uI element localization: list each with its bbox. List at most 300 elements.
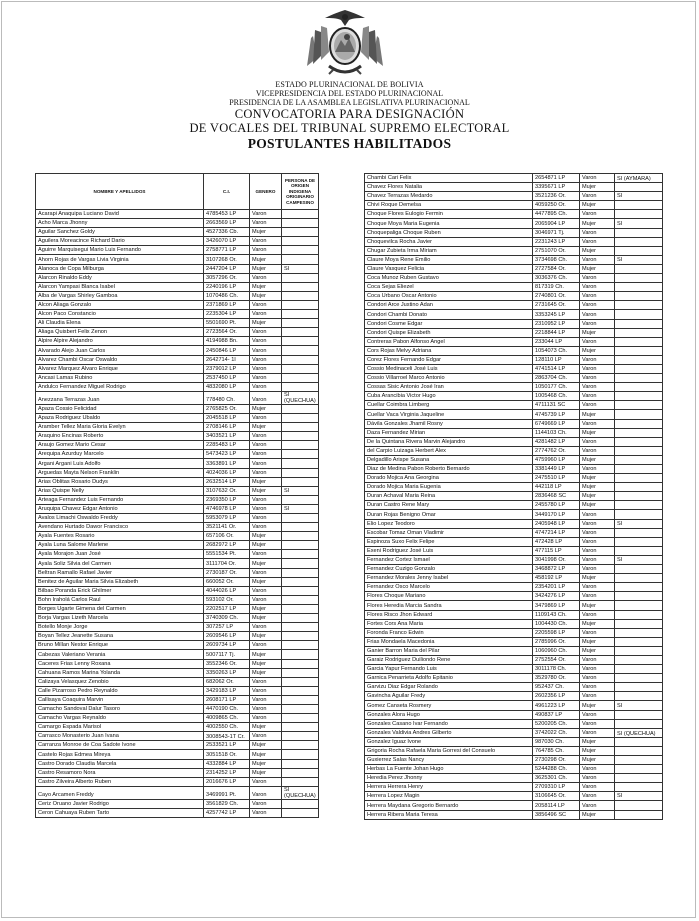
applicant-indigenous-origin: SI (QUECHUA) [615, 728, 663, 737]
table-row [365, 537, 663, 546]
applicant-ci: 952437 Ch. [533, 683, 580, 692]
applicant-gender: Varon [250, 450, 282, 459]
applicant-ci: 3008543-1T Cr. [204, 732, 250, 741]
applicant-name: Fernandez Cuzigo Gonzalo [365, 565, 533, 574]
applicant-name: Espinoza Suxo Felix Felipe [365, 537, 533, 546]
applicant-ci: 1144103 Ch. [533, 428, 580, 437]
applicant-ci: 3403521 LP [204, 432, 250, 441]
applicant-gender: Mujer [250, 486, 282, 495]
applicant-gender: Varon [580, 665, 615, 674]
applicant-name: Beltran Ramallo Rafael Javier [36, 568, 204, 577]
applicant-ci: 2450846 LP [204, 346, 250, 355]
applicant-name: Bohn Iraholá Carlos Raul [36, 595, 204, 604]
applicant-name: Araquino Encinas Roberto [36, 432, 204, 441]
table-row [365, 328, 663, 337]
table-row [365, 228, 663, 237]
applicant-ci: 2663569 LP [204, 219, 250, 228]
applicant-indigenous-origin [282, 514, 319, 523]
table-row [365, 737, 663, 746]
applicant-ci: 3046971 Tj. [533, 228, 580, 237]
applicant-name: Avalos Limachi Oswaldo Freddy [36, 514, 204, 523]
applicant-ci: 458192 LP [533, 574, 580, 583]
applicant-indigenous-origin [282, 659, 319, 668]
applicant-indigenous-origin [282, 282, 319, 291]
applicant-indigenous-origin [615, 592, 663, 601]
applicant-name: Ceron Cahuaya Ruben Tarto [36, 808, 204, 817]
applicant-gender: Varon [250, 786, 282, 799]
applicant-name: Gonzales Valdivia Andres Gilberto [365, 728, 533, 737]
applicant-ci: 660052 Or. [204, 577, 250, 586]
applicant-gender: Varon [580, 783, 615, 792]
applicant-gender: Mujer [250, 768, 282, 777]
applicant-ci: 593102 Or. [204, 595, 250, 604]
applicant-ci: 2609734 LP [204, 641, 250, 650]
table-row [365, 619, 663, 628]
table-row [365, 701, 663, 710]
table-row [365, 455, 663, 464]
applicant-indigenous-origin [615, 528, 663, 537]
column-header-ci: C.I. [204, 174, 250, 210]
applicant-gender: Varon [580, 765, 615, 774]
applicant-ci: 4332884 LP [204, 759, 250, 768]
applicant-indigenous-origin [282, 300, 319, 309]
applicant-gender: Mujer [250, 255, 282, 264]
applicant-gender: Varon [250, 777, 282, 786]
applicant-indigenous-origin [615, 537, 663, 546]
applicant-ci: 490837 LP [533, 710, 580, 719]
applicant-indigenous-origin [615, 310, 663, 319]
applicant-indigenous-origin [615, 228, 663, 237]
table-row [365, 401, 663, 410]
applicant-ci: 2642714- 1I [204, 355, 250, 364]
table-row [36, 532, 319, 541]
applicant-gender: Varon [250, 364, 282, 373]
applicant-gender: Varon [580, 792, 615, 801]
applicant-gender: Varon [580, 174, 615, 183]
applicant-ci: 4746978 LP [204, 504, 250, 513]
applicant-indigenous-origin [282, 450, 319, 459]
applicant-ci: 2836468 SC [533, 492, 580, 501]
applicant-indigenous-origin [282, 704, 319, 713]
applicant-gender: Varon [250, 246, 282, 255]
applicant-gender: Varon [580, 728, 615, 737]
applicant-ci: 5953079 LP [204, 514, 250, 523]
table-row [36, 441, 319, 450]
table-row [365, 610, 663, 619]
applicant-ci: 2202517 LP [204, 604, 250, 613]
table-row [365, 346, 663, 355]
table-row [365, 583, 663, 592]
table-row [36, 586, 319, 595]
applicant-gender: Varon [580, 310, 615, 319]
applicant-gender: Varon [250, 586, 282, 595]
applicant-indigenous-origin [282, 523, 319, 532]
applicant-gender: Mujer [250, 423, 282, 432]
table-row [36, 391, 319, 404]
table-row [36, 686, 319, 695]
applicant-ci: 2785996 Or. [533, 637, 580, 646]
applicant-indigenous-origin [615, 428, 663, 437]
applicant-indigenous-origin [615, 246, 663, 255]
applicant-ci: 2371869 LP [204, 300, 250, 309]
applicant-gender: Mujer [250, 614, 282, 623]
applicant-gender: Varon [250, 328, 282, 337]
table-row [36, 355, 319, 364]
applicant-indigenous-origin [615, 737, 663, 746]
applicant-ci: 4527336 Cb. [204, 228, 250, 237]
applicant-name: Calle Pizarroso Pedro Reynaldo [36, 686, 204, 695]
applicant-ci: 4002550 Ch. [204, 723, 250, 732]
applicant-indigenous-origin [282, 328, 319, 337]
applicant-name: Dávila Gonzales Jhamil Rosny [365, 419, 533, 428]
applicant-ci: 2740801 Or. [533, 292, 580, 301]
table-row [365, 192, 663, 201]
applicant-gender: Varon [580, 383, 615, 392]
applicant-name: Arguedas Mayta Nelson Franklin [36, 468, 204, 477]
applicant-name: Exeni Rodriguez José Luis [365, 546, 533, 555]
applicant-gender: Mujer [250, 282, 282, 291]
applicant-name: Alvarado Alejo Juan Carlos [36, 346, 204, 355]
applicant-gender: Varon [580, 537, 615, 546]
applicant-ci: 3011178 Ch. [533, 665, 580, 674]
applicant-indigenous-origin: SI [615, 219, 663, 228]
applicant-ci: 2682972 LP [204, 541, 250, 550]
table-row [36, 486, 319, 495]
applicant-gender: Varon [250, 441, 282, 450]
applicant-ci: 1109143 Ch. [533, 610, 580, 619]
table-row [365, 510, 663, 519]
applicant-indigenous-origin [615, 283, 663, 292]
applicant-gender: Varon [250, 273, 282, 282]
applicant-name: Arteaga Fernandez Luis Fernando [36, 495, 204, 504]
applicant-ci: 2369350 LP [204, 495, 250, 504]
applicant-name: Cossas Sisic Antonio José Iran [365, 383, 533, 392]
applicant-name: Delgadillo Arispe Susana [365, 455, 533, 464]
applicant-indigenous-origin [282, 228, 319, 237]
applicant-gender: Varon [580, 319, 615, 328]
applicant-gender: Varon [250, 310, 282, 319]
applicants-table-left-body [36, 210, 319, 818]
applicant-indigenous-origin [615, 683, 663, 692]
applicant-ci: 2609546 LP [204, 632, 250, 641]
applicant-gender: Mujer [250, 228, 282, 237]
table-row [36, 423, 319, 432]
applicant-gender: Mujer [580, 410, 615, 419]
applicant-gender: Varon [580, 355, 615, 364]
applicants-table-left [35, 173, 319, 818]
applicant-name: Camacho Vargas Reynaldo [36, 714, 204, 723]
applicant-ci: 2405948 LP [533, 519, 580, 528]
applicant-gender: Mujer [250, 319, 282, 328]
table-row [365, 592, 663, 601]
applicant-ci: 4741514 LP [533, 364, 580, 373]
applicant-name: Arias Oblitas Rosario Dudys [36, 477, 204, 486]
applicant-indigenous-origin [615, 346, 663, 355]
applicant-indigenous-origin [615, 710, 663, 719]
applicant-name: Dorado Mojica Maria Eugenia [365, 483, 533, 492]
applicant-indigenous-origin [615, 264, 663, 273]
applicant-ci: 3734698 Ch. [533, 255, 580, 264]
applicant-gender: Mujer [250, 741, 282, 750]
applicant-gender: Mujer [250, 264, 282, 273]
table-row [36, 264, 319, 273]
applicant-name: Carrasco Monasterio Juan Ivana [36, 732, 204, 741]
applicant-gender: Varon [580, 801, 615, 810]
applicant-ci: 3041998 Or. [533, 555, 580, 564]
applicant-indigenous-origin [282, 723, 319, 732]
applicant-gender: Mujer [250, 577, 282, 586]
applicant-ci: 2537450 LP [204, 373, 250, 382]
applicant-name: Apaza Cossio Felicidad [36, 404, 204, 413]
applicant-gender: Mujer [250, 650, 282, 659]
table-row [365, 774, 663, 783]
applicant-indigenous-origin [615, 628, 663, 637]
applicant-name: Condori Arce Justino Adan [365, 301, 533, 310]
table-row [36, 246, 319, 255]
applicant-gender: Varon [250, 432, 282, 441]
applicant-ci: 657106 Or. [204, 532, 250, 541]
applicant-name: Garaiz Rodriguez Duiliondo Rene [365, 655, 533, 664]
applicant-indigenous-origin [615, 392, 663, 401]
applicant-indigenous-origin: SI (QUECHUA) [282, 786, 319, 799]
applicant-gender: Mujer [580, 601, 615, 610]
applicant-name: Flores Risco Jhon Edward [365, 610, 533, 619]
applicant-indigenous-origin [615, 474, 663, 483]
table-row [36, 328, 319, 337]
applicant-indigenous-origin [282, 623, 319, 632]
applicant-name: Contreras Pabon Alfonso Angel [365, 337, 533, 346]
table-row [36, 300, 319, 309]
applicant-indigenous-origin: SI (QUECHUA) [282, 391, 319, 404]
table-row [365, 501, 663, 510]
applicant-gender: Varon [580, 364, 615, 373]
applicant-name: Garvizu Diaz Edgar Rolando [365, 683, 533, 692]
applicant-ci: 4477895 Ch. [533, 210, 580, 219]
table-row [36, 477, 319, 486]
applicant-ci: 987030 Ch. [533, 737, 580, 746]
applicant-ci: 1050177 Ch. [533, 383, 580, 392]
table-row [365, 756, 663, 765]
applicant-name: Ahorn Rojas de Vargas Livia Virginia [36, 255, 204, 264]
applicant-ci: 778480 Ch. [204, 391, 250, 404]
applicant-indigenous-origin [282, 677, 319, 686]
applicant-gender: Mujer [580, 346, 615, 355]
applicant-ci: 2863704 Ch. [533, 374, 580, 383]
table-row [365, 274, 663, 283]
applicant-gender: Varon [250, 568, 282, 577]
applicant-gender: Varon [250, 808, 282, 817]
applicant-gender: Varon [250, 237, 282, 246]
applicant-indigenous-origin [282, 441, 319, 450]
applicant-name: Choque Moya Maria Eugenia [365, 219, 533, 228]
applicant-gender: Varon [250, 346, 282, 355]
applicant-gender: Varon [250, 677, 282, 686]
applicant-name: Aruquipa Chavez Edgar Antonio [36, 504, 204, 513]
applicant-ci: 1060960 Ch. [533, 646, 580, 655]
table-row [365, 183, 663, 192]
applicant-name: Cossio Villarroel Marco Antonio [365, 374, 533, 383]
applicant-gender: Varon [580, 719, 615, 728]
applicant-ci: 2218844 LP [533, 328, 580, 337]
applicant-gender: Varon [580, 401, 615, 410]
applicant-ci: 1054073 Ch. [533, 346, 580, 355]
table-row [36, 777, 319, 786]
applicant-indigenous-origin [282, 273, 319, 282]
applicant-gender: Varon [580, 292, 615, 301]
table-row [36, 650, 319, 659]
applicant-indigenous-origin [282, 799, 319, 808]
table-row [365, 364, 663, 373]
applicant-name: Fernandez Morales Jenny Isabel [365, 574, 533, 583]
applicant-ci: 3106645 Or. [533, 792, 580, 801]
table-row [365, 283, 663, 292]
applicant-gender: Varon [580, 683, 615, 692]
column-header-indigenous: PERSONA DE ORIGEN INDIGENA ORIGINARIO CAMPESINO [282, 174, 319, 210]
table-row [36, 559, 319, 568]
applicant-ci: 477115 LP [533, 546, 580, 555]
table-row [365, 746, 663, 755]
applicant-gender: Varon [580, 374, 615, 383]
applicant-ci: 3479869 LP [533, 601, 580, 610]
applicant-gender: Varon [580, 555, 615, 564]
table-row [365, 555, 663, 564]
header-state-name: ESTADO PLURINACIONAL DE BOLIVIA [275, 80, 424, 89]
applicant-gender: Varon [250, 623, 282, 632]
applicant-ci: 2231243 LP [533, 237, 580, 246]
table-row [36, 723, 319, 732]
applicant-indigenous-origin [282, 641, 319, 650]
applicant-ci: 4024036 LP [204, 468, 250, 477]
header-vicepresidency: VICEPRESIDENCIA DEL ESTADO PLURINACIONAL [255, 89, 444, 98]
applicants-table-right [364, 173, 663, 820]
applicant-indigenous-origin [615, 801, 663, 810]
table-row [365, 801, 663, 810]
applicant-ci: 4832080 LP [204, 382, 250, 391]
applicant-name: Flores Choque Mariano [365, 592, 533, 601]
applicant-gender: Mujer [580, 428, 615, 437]
applicant-gender: Mujer [580, 492, 615, 501]
applicant-gender: Varon [580, 655, 615, 664]
applicant-indigenous-origin [615, 583, 663, 592]
applicant-indigenous-origin [615, 383, 663, 392]
table-row [365, 392, 663, 401]
applicant-name: Alcon Paco Constancio [36, 310, 204, 319]
applicant-gender: Varon [580, 565, 615, 574]
applicant-indigenous-origin [282, 219, 319, 228]
applicant-ci: 4759960 LP [533, 455, 580, 464]
applicant-gender: Varon [580, 237, 615, 246]
applicant-gender: Varon [580, 774, 615, 783]
applicant-ci: 442118 LP [533, 483, 580, 492]
applicant-ci: 2730187 Or. [204, 568, 250, 577]
table-row [365, 410, 663, 419]
applicant-ci: 2774762 Or. [533, 446, 580, 455]
applicant-name: Duran Achaval Maria Reina [365, 492, 533, 501]
applicant-ci: 2235304 LP [204, 310, 250, 319]
table-row [365, 319, 663, 328]
applicant-name: Condori Chambi Donato [365, 310, 533, 319]
applicant-indigenous-origin [615, 783, 663, 792]
applicant-indigenous-origin [615, 274, 663, 283]
table-row [365, 483, 663, 492]
applicant-gender: Varon [250, 595, 282, 604]
applicant-name: Herrera Ribera Maria Teresa [365, 810, 533, 819]
applicant-indigenous-origin [615, 201, 663, 210]
applicant-name: Aguilera Moreacince Richard Dario [36, 237, 204, 246]
applicant-gender: Mujer [580, 637, 615, 646]
applicant-name: Calizaya Velasquez Zenobio [36, 677, 204, 686]
applicant-ci: 2016676 LP [204, 777, 250, 786]
table-row [36, 468, 319, 477]
applicant-indigenous-origin [282, 808, 319, 817]
table-row [36, 568, 319, 577]
applicant-gender: Varon [250, 300, 282, 309]
table-row [36, 514, 319, 523]
table-row [365, 292, 663, 301]
applicant-gender: Varon [250, 550, 282, 559]
table-row [36, 732, 319, 741]
applicant-indigenous-origin [615, 637, 663, 646]
applicant-indigenous-origin [282, 541, 319, 550]
applicant-indigenous-origin [615, 465, 663, 474]
applicant-ci: 2709310 LP [533, 783, 580, 792]
applicant-indigenous-origin [282, 210, 319, 219]
table-row [36, 604, 319, 613]
applicant-indigenous-origin [282, 741, 319, 750]
table-row [365, 174, 663, 183]
applicant-name: Coca Sejas Eliezel [365, 283, 533, 292]
applicant-name: Alvarez Chambi Oscar Oswaldo [36, 355, 204, 364]
table-row [365, 728, 663, 737]
applicant-gender: Varon [250, 514, 282, 523]
table-row [36, 768, 319, 777]
applicant-ci: 2765825 Or. [204, 404, 250, 413]
applicant-ci: 3856496 SC [533, 810, 580, 819]
table-row [365, 374, 663, 383]
table-row [36, 219, 319, 228]
applicant-name: Garcia Yapur Fernando Luis [365, 665, 533, 674]
applicant-name: Alpire Alpire Alejandro [36, 337, 204, 346]
applicant-name: Guxierrez Salas Nancy [365, 756, 533, 765]
table-row [36, 337, 319, 346]
applicant-ci: 2730298 Or. [533, 756, 580, 765]
applicant-gender: Varon [580, 446, 615, 455]
applicant-indigenous-origin [615, 765, 663, 774]
applicant-ci: 4747214 LP [533, 528, 580, 537]
applicant-name: Escobar Tomaz Oman Vladimir [365, 528, 533, 537]
applicant-indigenous-origin [282, 650, 319, 659]
applicant-name: Borges Ugarte Gimena del Carmen [36, 604, 204, 613]
applicant-indigenous-origin [282, 255, 319, 264]
table-row [36, 310, 319, 319]
applicant-gender: Mujer [580, 619, 615, 628]
applicant-indigenous-origin [615, 374, 663, 383]
applicant-gender: Varon [580, 274, 615, 283]
applicant-indigenous-origin [282, 604, 319, 613]
table-row [36, 495, 319, 504]
applicant-ci: 2379012 LP [204, 364, 250, 373]
applicant-gender: Varon [580, 192, 615, 201]
applicant-ci: 233044 LP [533, 337, 580, 346]
applicant-name: Benitez de Aguilar Maria Silvia Elizabeth [36, 577, 204, 586]
applicant-name: Ganier Barron Maria del Pilar [365, 646, 533, 655]
applicant-name: Arias Quispe Nelly [36, 486, 204, 495]
applicant-name: Apaza Rodriguez Ubaldo [36, 413, 204, 422]
applicant-ci: 2602356 LP [533, 692, 580, 701]
applicant-ci: 3469991 Pt. [204, 786, 250, 799]
applicant-name: Ali Claudia Elena [36, 319, 204, 328]
applicant-ci: 307257 LP [204, 623, 250, 632]
